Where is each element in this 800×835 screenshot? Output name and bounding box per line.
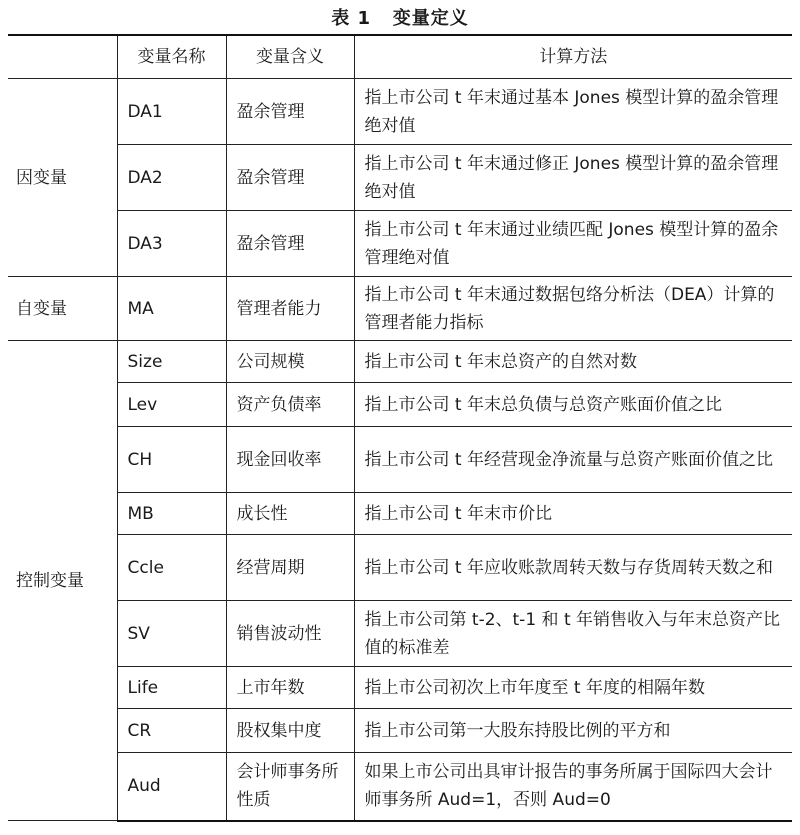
table-row (8, 601, 792, 667)
calculation-method-cell: 指上市公司 t 年应收账款周转天数与存货周转天数之和 (354, 535, 792, 601)
variable-name-cell: DA2 (117, 145, 226, 211)
calculation-method-cell: 指上市公司初次上市年度至 t 年度的相隔年数 (354, 667, 792, 709)
variable-meaning-cell: 盈余管理 (226, 145, 354, 211)
variable-name-cell: DA3 (117, 211, 226, 277)
variable-meaning-cell: 资产负债率 (226, 383, 354, 427)
header-variable-meaning: 变量含义 (226, 35, 354, 79)
table-body (8, 79, 792, 821)
table-caption: 表 1 变量定义 (331, 8, 469, 29)
table-row (8, 667, 792, 709)
table-row (8, 79, 792, 145)
table-row (8, 535, 792, 601)
calculation-method-cell: 如果上市公司出具审计报告的事务所属于国际四大会计师事务所 Aud=1，否则 Aud=0 (354, 753, 792, 821)
table-row (8, 709, 792, 753)
calculation-method-cell: 指上市公司 t 年末通过数据包络分析法（DEA）计算的管理者能力指标 (354, 277, 792, 341)
table-row (8, 493, 792, 535)
table-header-row (8, 35, 792, 79)
calculation-method-cell: 指上市公司第一大股东持股比例的平方和 (354, 709, 792, 753)
table-row (8, 427, 792, 493)
table-row (8, 211, 792, 277)
variable-meaning-cell: 上市年数 (226, 667, 354, 709)
variable-name-cell: MB (117, 493, 226, 535)
calculation-method-cell: 指上市公司第 t-2、t-1 和 t 年销售收入与年末总资产比值的标准差 (354, 601, 792, 667)
calculation-method-cell: 指上市公司 t 年末通过修正 Jones 模型计算的盈余管理绝对值 (354, 145, 792, 211)
variable-name-cell: Ccle (117, 535, 226, 601)
variable-meaning-cell: 盈余管理 (226, 211, 354, 277)
variable-name-cell: CR (117, 709, 226, 753)
variable-meaning-cell: 公司规模 (226, 341, 354, 383)
variable-name-cell: MA (117, 277, 226, 341)
variable-meaning-cell: 盈余管理 (226, 79, 354, 145)
variable-name-cell: DA1 (117, 79, 226, 145)
table-row (8, 341, 792, 383)
group-label: 因变量 (8, 79, 117, 277)
table-row (8, 145, 792, 211)
calculation-method-cell: 指上市公司 t 年末通过业绩匹配 Jones 模型计算的盈余管理绝对值 (354, 211, 792, 277)
variable-meaning-cell: 现金回收率 (226, 427, 354, 493)
table-row (8, 753, 792, 821)
variable-name-cell: CH (117, 427, 226, 493)
calculation-method-cell: 指上市公司 t 年末总资产的自然对数 (354, 341, 792, 383)
variable-meaning-cell: 管理者能力 (226, 277, 354, 341)
calculation-method-cell: 指上市公司 t 年经营现金净流量与总资产账面价值之比 (354, 427, 792, 493)
variable-name-cell: SV (117, 601, 226, 667)
table-row (8, 383, 792, 427)
group-label: 控制变量 (8, 341, 117, 821)
group-label: 自变量 (8, 277, 117, 341)
header-variable-name: 变量名称 (117, 35, 226, 79)
calculation-method-cell: 指上市公司 t 年末总负债与总资产账面价值之比 (354, 383, 792, 427)
variable-name-cell: Life (117, 667, 226, 709)
variable-meaning-cell: 销售波动性 (226, 601, 354, 667)
calculation-method-cell: 指上市公司 t 年末市价比 (354, 493, 792, 535)
variable-name-cell: Lev (117, 383, 226, 427)
variable-name-cell: Size (117, 341, 226, 383)
variable-meaning-cell: 成长性 (226, 493, 354, 535)
table-row (8, 277, 792, 341)
variable-meaning-cell: 股权集中度 (226, 709, 354, 753)
header-calculation-method: 计算方法 (354, 35, 792, 79)
header-group (8, 35, 117, 79)
variable-meaning-cell: 经营周期 (226, 535, 354, 601)
variable-definition-table (8, 34, 792, 822)
variable-meaning-cell: 会计师事务所性质 (226, 753, 354, 821)
calculation-method-cell: 指上市公司 t 年末通过基本 Jones 模型计算的盈余管理绝对值 (354, 79, 792, 145)
variable-name-cell: Aud (117, 753, 226, 821)
